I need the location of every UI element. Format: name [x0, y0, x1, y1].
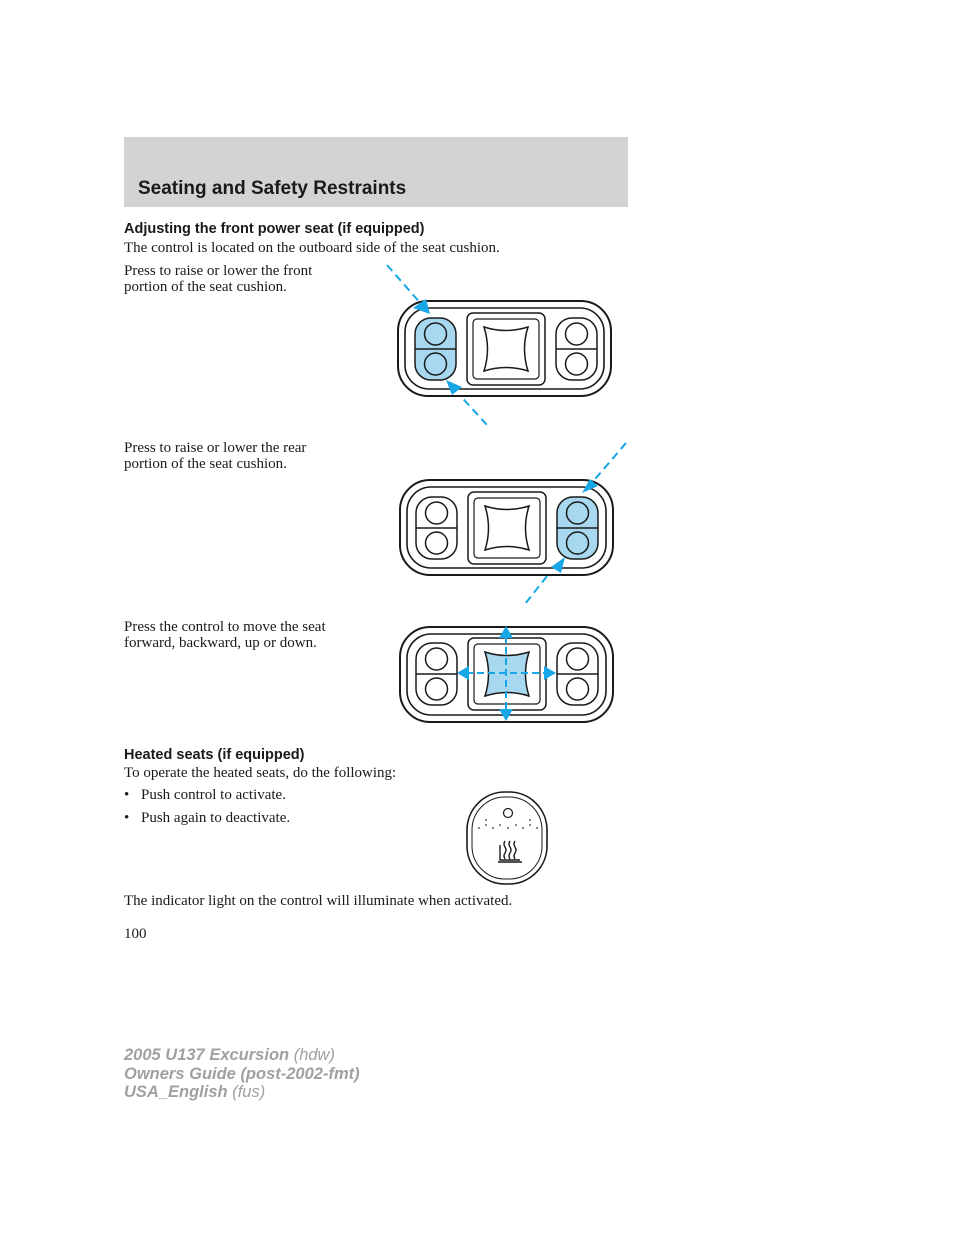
section-title: Seating and Safety Restraints — [138, 178, 407, 199]
footer-line1: 2005 U137 Excursion (hdw) — [124, 1046, 335, 1064]
rear-instruction-line1: Press to raise or lower the rear — [124, 440, 307, 456]
heated-seat-button-icon — [462, 788, 552, 888]
seat-control-front-icon — [380, 260, 625, 430]
heated-seats-intro: To operate the heated seats, do the following: — [124, 765, 397, 781]
front-instruction-line2: portion of the seat cushion. — [124, 279, 287, 295]
seat-control-rear-icon — [380, 440, 630, 610]
document-footer — [124, 1046, 360, 1102]
page-number: 100 — [124, 926, 147, 942]
footer-line2: Owners Guide (post-2002-fmt) — [124, 1064, 360, 1083]
power-seat-intro: The control is located on the outboard side of the seat cushion. — [124, 240, 500, 256]
list-item: • Push control to activate. — [124, 787, 286, 803]
rear-instruction-line2: portion of the seat cushion. — [124, 456, 287, 472]
seat-control-move-icon — [395, 620, 620, 730]
indicator-note: The indicator light on the control will illuminate when activated. — [124, 893, 513, 909]
front-instruction-line1: Press to raise or lower the front — [124, 263, 313, 279]
heated-seats-heading: Heated seats (if equipped) — [124, 747, 305, 763]
move-instruction-line2: forward, backward, up or down. — [124, 635, 317, 651]
move-instruction-line1: Press the control to move the seat — [124, 619, 326, 635]
power-seat-heading: Adjusting the front power seat (if equipped) — [124, 221, 425, 237]
footer-line3: USA_English (fus) — [124, 1083, 266, 1101]
list-item: • Push again to deactivate. — [124, 810, 291, 826]
